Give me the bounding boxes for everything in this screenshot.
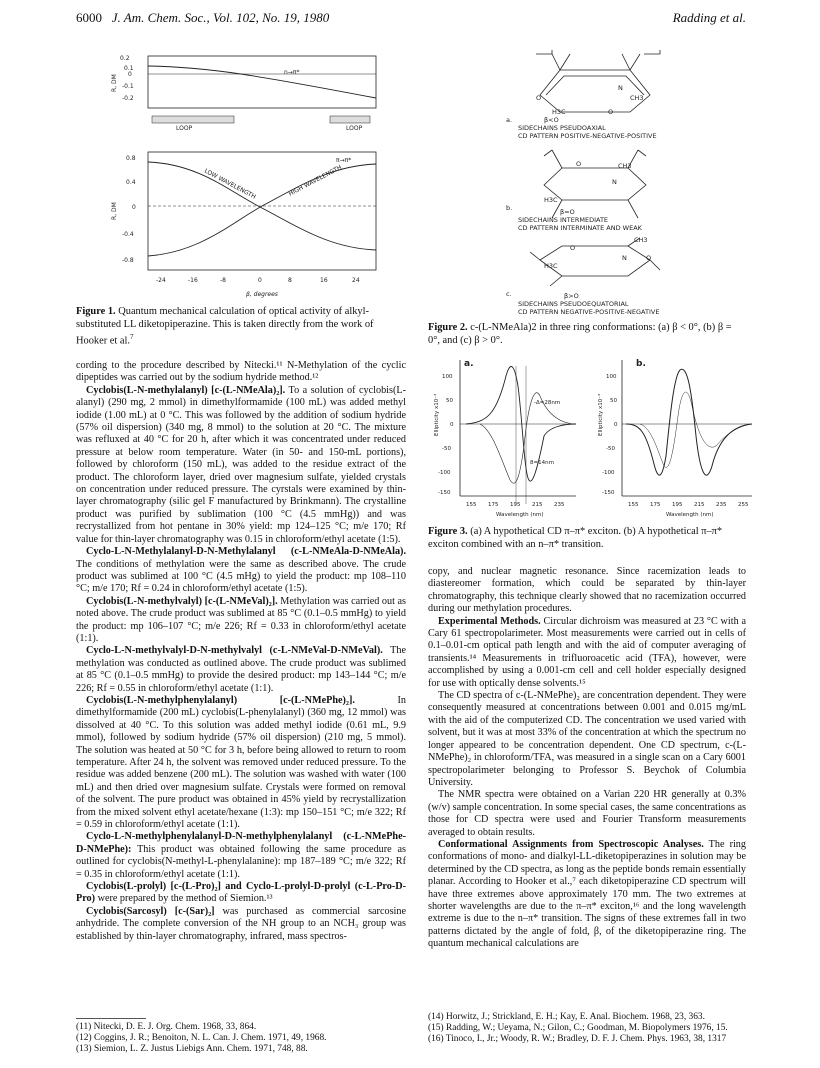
right-column-paragraph: The NMR spectra were obtained on a Varian 220 HR generally at 0.3% (w/v) sample concentration. In some special cases, the same concentrations as those for CD spectra were used and Fourier Transform measurements averaged to obtain results. xyxy=(428,789,746,838)
fig1-high-label: HIGH WAVELENGTH xyxy=(287,163,343,198)
fig2-c-h3c: H3C xyxy=(544,262,558,270)
fig3a-ytick: -50 xyxy=(442,446,451,452)
running-header xyxy=(76,10,329,26)
fig1-x-tick: 8 xyxy=(288,277,292,284)
left-column-body xyxy=(76,360,406,943)
fig3a-xlabel: Wavelength (nm) xyxy=(496,512,544,518)
fig1-bot-tick: 0.4 xyxy=(126,179,136,186)
fig3b-ytick: 50 xyxy=(610,398,617,404)
fig1-loop-bar-right xyxy=(330,116,370,123)
fig3b-ytick: -50 xyxy=(606,446,615,452)
fig2-a-o: O xyxy=(536,94,542,102)
fig1-top-tick: -0.2 xyxy=(122,95,134,102)
fig1-bot-tick: 0 xyxy=(132,204,136,211)
left-column-paragraph: Cyclo-L-N-methylphenylalanyl-D-N-methylphenylalanyl (c-L-NMePhe-D-NMePhe): This product was obtained following the same procedure as outlined for cyclobis(N-methyl-L-phenylalanine): mp 187–189 °C; m/e 322; Rf = 0.35 in chloroform/ethyl acetate (1:1). xyxy=(76,831,406,880)
fig2-a-ch3: CH3 xyxy=(630,94,644,102)
fig2-c-line2: CD PATTERN NEGATIVE-POSITIVE-NEGATIVE xyxy=(518,308,660,316)
right-column-paragraph: copy, and nuclear magnetic resonance. Since racemization leads to diastereomer formation, which could be separated by thin-layer chromatography, this technique clearly showed that no racemization occurred during our methylation procedures. xyxy=(428,566,746,615)
fig3a-annot1: -Δ=28nm xyxy=(534,400,561,406)
fig2-b-line2: CD PATTERN INTERMINATE AND WEAK xyxy=(518,224,642,232)
fig3a-panel: a. xyxy=(464,359,474,369)
fig3b-ytick: -100 xyxy=(602,470,615,476)
fig3b-ytick: 100 xyxy=(606,374,617,380)
fig2-c-beta: β>O xyxy=(564,292,579,300)
fig1-x-tick: -16 xyxy=(188,277,198,284)
figure-1-caption xyxy=(76,306,406,348)
fig1-top-ylabel: R, DM xyxy=(111,74,118,92)
fig2-b-n: N xyxy=(612,178,617,186)
left-column-paragraph: cording to the procedure described by Nitecki.¹¹ N-Methylation of the cyclic dipeptides was carried out by the sodium hydride method.¹² xyxy=(76,360,406,384)
journal-citation: J. Am. Chem. Soc., Vol. 102, No. 19, 1980 xyxy=(111,10,330,25)
fig3b-panel: b. xyxy=(636,359,646,369)
left-column-paragraph: Cyclobis(L-N-methylalanyl) [c-(L-NMeAla)₂]. To a solution of cyclobis(L-alanyl) (290 mg, 2 mmol) in dimethylformamide (100 mL) was added methyl iodide (1.00 mL) at 0 °C. This was followed by the addition of sodium hydride (57% oil dispersion) (340 mg, 8 mmol) to the solution at 20 °C. The mixture was refluxed at 40 °C for 20 h, after which it was concentrated under reduced pressure at below room temperature. Water (in 50- and 150-mL portions), followed by chloroform (150 mL), was added to the residue extract of the product. The chloroform layer, dried over magnesium sulfate, yielded crystals on concentration under reduced pressure. The cyrstals were examined by thin-layer chromatography (silic gel F manufactured by Brinkmann). The crystalline product was purified by sublimation (100 °C (4.5 mmHg)) and was recrystallized from hot pentane in 30% yield: mp 124–125 °C; m/e 170; Rf value for thin-layer chromatography was 0.15 in chloroform/ethyl acetate (1:5). xyxy=(76,384,406,545)
fig1-top-tick: 0.2 xyxy=(120,55,130,62)
fig1-top-frame xyxy=(148,56,376,108)
fig3b-ytick: 0 xyxy=(614,422,618,428)
footnote-rule-left xyxy=(76,1018,146,1019)
footnote-15: (15) Radding, W.; Ueyama, N.; Gilon, C.; Goodman, M. Biopolymers 1976, 15. xyxy=(428,1023,728,1034)
fig2-a-letter: a. xyxy=(506,116,513,124)
fig3b-xtick: 175 xyxy=(650,502,661,508)
fig1-x-tick: 16 xyxy=(320,277,328,284)
footnotes-right xyxy=(428,1012,746,1046)
fig1-top-tick: 0 xyxy=(128,71,132,78)
fig1-x-tick: -24 xyxy=(156,277,166,284)
fig3a-ytick: 100 xyxy=(442,374,453,380)
fig1-npi-label: n→π* xyxy=(284,69,300,76)
figure-3-caption xyxy=(428,526,746,551)
fig2-b-letter: b. xyxy=(506,204,513,212)
fig2-caption-text: c-(L-NMeAla)2 in three ring conformations: (a) β < 0°, (b) β = 0°, and (c) β > 0°. xyxy=(428,322,732,346)
right-column-paragraph: The CD spectra of c-(L-NMePhe)₂ are concentration dependent. They were consequently measured at concentrations between 0.001 and 0.015 mg/mL with the aid of the computerized CD. The concentration we used varied with solvent, but it was at most 33% of the concentration at which the spectrum no longer appeared to be concentration dependent. One CD spectrum, c-(L-NMePhe)₂ in chloroform/TFA, was measured in a single scan on a Cary 6001 spectropolarimeter belonging to Professor S. Beychok of Columbia University. xyxy=(428,690,746,788)
fig1-bottom-ylabel: R, DM xyxy=(111,202,118,220)
fig1-loop-label-right: LOOP xyxy=(346,125,363,132)
fig2-a-h3c: H3C xyxy=(552,108,566,116)
fig2-a-beta: β<O xyxy=(544,116,559,124)
fig1-loop-label: LOOP xyxy=(176,125,193,132)
fig1-top-tick: 0.1 xyxy=(124,65,134,72)
left-column-run-in-heading: Cyclo-L-N-Methylalanyl-D-N-Methylalanyl (c-L-NMeAla-D-NMeAla). xyxy=(86,546,406,558)
fig2-a-n: N xyxy=(618,84,623,92)
fig2-b-ch3: CH3 xyxy=(618,162,632,170)
fig3a-ytick: 50 xyxy=(446,398,453,404)
fig3a-xtick: 175 xyxy=(488,502,499,508)
fig2-b-line1: SIDECHAINS INTERMEDIATE xyxy=(518,216,609,224)
fig3a-xtick: 155 xyxy=(466,502,477,508)
footnote-14: (14) Horwitz, J.; Strickland, E. H.; Kay, E. Anal. Biochem. 1968, 23, 363. xyxy=(428,1012,705,1022)
fig1-x-tick: 24 xyxy=(352,277,360,284)
left-column-run-in-heading: Cyclo-L-N-methylphenylalanyl-D-N-methylphenylalanyl (c-L-NMePhe-D-NMePhe): xyxy=(76,831,406,855)
fig3a-xtick: 235 xyxy=(554,502,565,508)
fig2-c-ch3: CH3 xyxy=(634,236,648,244)
author-header: Radding et al. xyxy=(672,10,746,25)
footnote-16: (16) Tinoco, I., Jr.; Woody, R. W.; Bradley, D. F. J. Chem. Phys. 1963, 38, 1317 xyxy=(428,1034,727,1045)
fig2-c-o: O xyxy=(570,244,576,252)
fig3a-ytick: 0 xyxy=(450,422,454,428)
fig3b-xtick: 235 xyxy=(716,502,727,508)
left-column-run-in-heading: Cyclobis(L-N-methylalanyl) [c-(L-NMeAla)₂]. xyxy=(86,384,286,396)
fig3b-xtick: 255 xyxy=(738,502,749,508)
figure-1 xyxy=(100,52,390,304)
fig3b-xtick: 215 xyxy=(694,502,705,508)
right-column-run-in-heading: Conformational Assignments from Spectroscopic Analyses. xyxy=(438,838,704,850)
fig3b-curve xyxy=(626,369,752,475)
fig3a-ytick: -150 xyxy=(438,490,451,496)
right-column-paragraph: Experimental Methods. Circular dichroism was measured at 23 °C with a Cary 61 spectropolarimeter. Most measurements were carried out in cells of 0.1–0.01-cm optical path length and with the aid of computer averaging of transients.¹⁴ Measurements in trifluoroacetic acid (TFA), however, were accomplished by using a 0.001-cm cell and cell holder especially designed for use with optically dense solvents.¹⁵ xyxy=(428,615,747,689)
fig2-a-line1: SIDECHAINS PSEUDOAXIAL xyxy=(518,124,606,132)
fig1-top-tick: -0.1 xyxy=(122,83,134,90)
left-column-paragraph: Cyclo-L-N-methylvalyl-D-N-methylvalyl (c-L-NMeVal-D-NMeVal). The methylation was conducted as outlined above. The crude product was sublimed at 85 °C (0.1–0.5 mmHg) to provide the desired product: mp 143–144 °C; m/e 226; Rf = 0.55 in chloroform/ethyl acetate (1:1). xyxy=(76,645,406,694)
fig1-low-label: LOW WAVELENGTH xyxy=(203,167,257,201)
fig3a-ylabel: Ellipticity x10⁻³ xyxy=(434,393,440,436)
fig1-caption-text: Quantum mechanical calculation of optical activity of alkyl-substituted LL diketopiperazine. This is taken directly from the work of Hooker et al. xyxy=(76,306,374,347)
footnote-12: (12) Coggins, J. R.; Benoiton, N. L. Can. J. Chem. 1971, 49, 1968. xyxy=(76,1033,327,1044)
figure-2 xyxy=(500,50,730,320)
left-column-run-in-heading: Cyclobis(Sarcosyl) [c-(Sar)₂] xyxy=(86,905,215,917)
fig3b-curve2 xyxy=(640,392,752,467)
fig2-caption-label: Figure 2. xyxy=(428,322,468,333)
fig2-structure-a xyxy=(536,50,660,112)
fig1-pipi-label: π→π* xyxy=(336,157,352,164)
fig2-a-line2: CD PATTERN POSITIVE-NEGATIVE-POSITIVE xyxy=(518,132,657,140)
left-column-paragraph: Cyclobis(L-N-methylvalyl) [c-(L-NMeVal)₂]. Methylation was carried out as noted above. The crude product was sublimed at 85 °C (0.1–0.5 mmHg) to yield the product: mp 106–107 °C; m/e 226; Rf = 0.33 in chloroform/ethyl acetate (1:1). xyxy=(76,595,407,644)
right-column-body xyxy=(428,566,746,951)
figure-2-caption xyxy=(428,322,746,347)
page-number: 6000 xyxy=(76,10,102,25)
left-column-paragraph: Cyclobis(Sarcosyl) [c-(Sar)₂] was purchased as commercial sarcosine anhydride. The complete conversion of the NH group to an NCH₃ group was established by thin-layer chromatography, infrared, mass spectros- xyxy=(76,905,406,942)
right-column-paragraph: Conformational Assignments from Spectroscopic Analyses. The ring conformations of mono- and dialkyl-LL-diketopiperazines in solution may be determined by the CD spectra, as long as the peptide bonds remain essentially planar. According to Hooker et al.,⁷ each diketopiperazine CD spectrum will have three extremes above approximately 170 mm. The two extremes at shorter wavelengths are due to the π–π* exciton,¹⁶ and the long wavelength extreme is due to the n–π* transition. The signs of these extremes fall in two patterns dictated by the angle of fold, β, of the diketopiperazine ring. The quantum mechanical calculations are xyxy=(428,838,746,950)
fig3b-ytick: -150 xyxy=(602,490,615,496)
fig2-c-line1: SIDECHAINS PSEUDOEQUATORIAL xyxy=(518,300,629,308)
left-column-paragraph: Cyclobis(L-N-methylphenylalanyl) [c-(L-NMePhe)₂]. In dimethylformamide (200 mL) cyclobis(L-phenylalanyl) (360 mg, 12 mmol) was dissolved at 40 °C. To this solution was added methyl iodide (0.61 mL, 9.9 mmol), followed by sodium hydride (57% oil dispersion) (210 mg, 5 mmol). The solution was heated at 50 °C for 3 h, before being allowed to return to room temperature. After 24 h, the solvent was removed under reduced pressure. To the residue was added benzene (200 mL). The solution was washed with water (100 mL) and then dried over magnesium sulfate. Crystals were formed on removal of the solvent. The pure product was obtained in 45% yield by recrystallization from the mixed solvent ethyl acetate/hexane (1:3): mp 150–151 °C; m/e 322; Rf = 0.59 in chloroform/ethyl acetate (1:1). xyxy=(76,694,406,831)
fig1-bot-tick: -0.8 xyxy=(122,257,134,264)
fig1-xlabel: β, degrees xyxy=(246,291,278,298)
left-column-run-in-heading: Cyclobis(L-N-methylvalyl) [c-(L-NMeVal)₂]. xyxy=(86,595,278,607)
footnotes-left xyxy=(76,1022,406,1056)
left-column-run-in-heading: Cyclobis(L-prolyl) [c-(L-Pro)₂] and Cyclo-L-prolyl-D-prolyl (c-L-Pro-D-Pro) xyxy=(76,881,406,905)
right-column-run-in-heading: Experimental Methods. xyxy=(438,615,541,627)
fig1-caption-ref: 7 xyxy=(129,333,134,342)
fig3a-xtick: 195 xyxy=(510,502,521,508)
fig3-caption-label: Figure 3. xyxy=(428,526,468,537)
left-column-run-in-heading: Cyclobis(L-N-methylphenylalanyl) [c-(L-NMePhe)₂]. xyxy=(86,694,355,706)
fig2-b-o: O xyxy=(576,160,582,168)
fig3b-ylabel: Ellipticity x10⁻³ xyxy=(598,393,604,436)
fig1-high-curve xyxy=(148,164,376,256)
fig3b-xtick: 195 xyxy=(672,502,683,508)
fig3a-ytick: -100 xyxy=(438,470,451,476)
footnote-13: (13) Siemion, L. Z. Justus Liebigs Ann. Chem. 1971, 748, 88. xyxy=(76,1044,308,1055)
fig2-c-letter: c. xyxy=(506,290,512,298)
fig3b-xtick: 155 xyxy=(628,502,639,508)
fig1-bot-tick: -0.4 xyxy=(122,231,134,238)
fig1-npi-curve xyxy=(148,66,376,98)
fig2-b-h3c: H3C xyxy=(544,196,558,204)
fig1-bot-tick: 0.8 xyxy=(126,155,136,162)
fig1-x-tick: -8 xyxy=(220,277,226,284)
fig3-caption-text: (a) A hypothetical CD π–π* exciton. (b) A hypothetical π–π* exciton combined with an n–π* transition. xyxy=(428,526,723,550)
fig1-x-tick: 0 xyxy=(258,277,262,284)
fig2-c-n: N xyxy=(622,254,627,262)
fig2-c-o2: O xyxy=(646,254,652,262)
figure-3 xyxy=(426,356,756,526)
fig1-loop-bar xyxy=(152,116,234,123)
fig1-caption-label: Figure 1. xyxy=(76,306,116,317)
left-column-run-in-heading: Cyclo-L-N-methylvalyl-D-N-methylvalyl (c-L-NMeVal-D-NMeVal). xyxy=(86,645,383,657)
fig3a-curve2 xyxy=(480,393,576,483)
fig3a-xtick: 215 xyxy=(532,502,543,508)
left-column-paragraph: Cyclo-L-N-Methylalanyl-D-N-Methylalanyl (c-L-NMeAla-D-NMeAla). The conditions of methylation were the same as described above. The crude product was sublimed at 100 °C (4.5 mHg) to yield the product: mp 108–110 °C; m/e 170; Rf = 0.24 in chloroform/ethyl acetate (1:5). xyxy=(76,546,406,595)
fig2-b-beta: β=O xyxy=(560,208,575,216)
left-column-paragraph: Cyclobis(L-prolyl) [c-(L-Pro)₂] and Cyclo-L-prolyl-D-prolyl (c-L-Pro-D-Pro) were prepared by the method of Siemion.¹³ xyxy=(76,881,406,905)
fig2-a-o2: O xyxy=(608,108,614,116)
fig3a-annot2: 8=14nm xyxy=(530,460,554,466)
fig3b-xlabel: Wavelength (nm) xyxy=(666,512,714,518)
footnote-11: (11) Nitecki, D. E. J. Org. Chem. 1968, 33, 864. xyxy=(76,1022,257,1032)
